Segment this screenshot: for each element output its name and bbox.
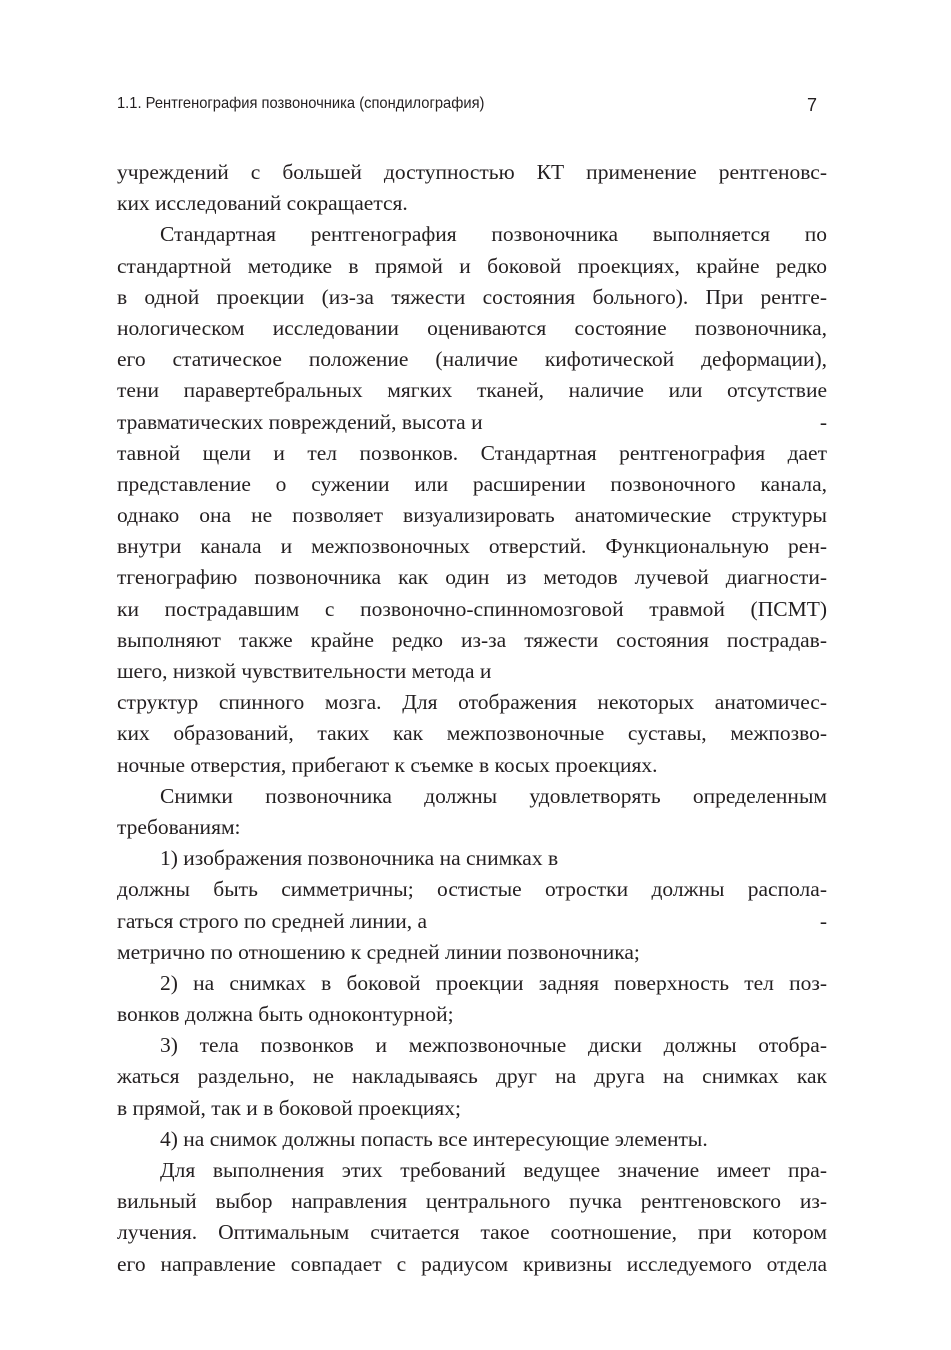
text-line — [117, 1093, 827, 1124]
text-line-content: в одной проекции (из-за тяжести состояния больного). При рентге- — [117, 284, 827, 309]
text-line-content: вильный выбор направления центрального пучка рентгеновского из- — [117, 1189, 827, 1214]
text-line — [117, 594, 827, 625]
trailing-hyphen: - — [819, 908, 827, 933]
text-line — [117, 812, 827, 843]
text-line-content: 4) на снимок должны попасть все интересующие элементы. — [160, 1126, 708, 1151]
text-line-content: стандартной методике в прямой и боковой проекциях, крайне редко — [117, 253, 827, 278]
body-text — [117, 157, 827, 1280]
text-line-content: его статическое положение (наличие кифотической деформации), — [117, 347, 827, 372]
text-line — [117, 219, 827, 250]
text-line — [117, 188, 827, 219]
text-line-content: тавной щели и тел позвонков. Стандартная рентгенография дает — [117, 440, 827, 465]
text-line-content: 1) изображения позвоночника на снимках в — [160, 846, 559, 871]
text-line — [117, 750, 827, 781]
text-line-content: нологическом исследовании оцениваются состояние позвоночника, — [117, 315, 827, 340]
text-line-content: Стандартная рентгенография позвоночника выполняется по — [160, 222, 827, 247]
text-line — [117, 1124, 827, 1155]
text-line — [117, 282, 827, 313]
text-line — [117, 968, 827, 999]
text-line-content: представление о сужении или расширении позвоночного канала, — [117, 471, 827, 496]
text-line — [117, 531, 827, 562]
text-line — [117, 500, 827, 531]
text-line — [117, 562, 827, 593]
text-line — [117, 656, 827, 687]
text-line — [117, 438, 827, 469]
text-line — [117, 781, 827, 812]
page-number: 7 — [807, 95, 818, 115]
text-line-content: в прямой, так и в боковой проекциях; — [117, 1095, 462, 1120]
running-title: 1.1. Рентгенография позвоночника (спондилография) — [117, 95, 485, 112]
text-line-content: Для выполнения этих требований ведущее значение имеет пра- — [160, 1158, 827, 1182]
text-line-content: ки пострадавшим с позвоночно-спинномозговой травмой (ПСМТ) — [117, 596, 827, 621]
text-line — [117, 1030, 827, 1061]
text-line — [117, 313, 827, 344]
text-line-content: структур спинного мозга. Для отображения некоторых анатомичес- — [117, 690, 827, 715]
text-line-content: травматических повреждений, высота и — [117, 409, 483, 434]
text-line-content: требованиям: — [117, 814, 241, 839]
text-line-content: жаться раздельно, не накладываясь друг на друга на снимках как — [117, 1064, 827, 1089]
text-line-content: внутри канала и межпозвоночных отверстий. Функциональную рен- — [117, 534, 827, 559]
text-line-content: гаться строго по средней линии, а — [117, 908, 428, 933]
text-line — [117, 375, 827, 406]
text-line-content: ночные отверстия, прибегают к съемке в косых проекциях. — [117, 752, 658, 777]
text-line — [117, 843, 827, 874]
text-line — [117, 625, 827, 656]
text-line — [117, 251, 827, 282]
text-line-content: метрично по отношению к средней линии позвоночника; — [117, 939, 640, 964]
trailing-hyphen: - — [819, 409, 827, 434]
text-line — [117, 1249, 827, 1280]
text-line — [117, 1061, 827, 1092]
text-line — [117, 407, 827, 438]
text-line-content: 2) на снимках в боковой проекции задняя поверхность тел поз- — [160, 970, 827, 995]
text-line-content: лучения. Оптимальным считается такое соотношение, при котором — [117, 1220, 827, 1245]
text-line-content: учреждений с большей доступностью КТ применение рентгеновс- — [117, 160, 827, 184]
text-line — [117, 1186, 827, 1217]
text-line — [117, 344, 827, 375]
text-line-content: ких образований, таких как межпозвоночные суставы, межпозво- — [117, 721, 827, 746]
text-line — [117, 1155, 827, 1186]
text-line — [117, 1217, 827, 1248]
text-line — [117, 687, 827, 718]
text-line-content: тгенографию позвоночника как один из методов лучевой диагности- — [117, 565, 827, 590]
text-line-content: тени паравертебральных мягких тканей, наличие или отсутствие — [117, 378, 827, 403]
text-line-content: выполняют также крайне редко из-за тяжести состояния пострадав- — [117, 627, 827, 652]
text-line-content: Снимки позвоночника должны удовлетворять определенным — [160, 783, 827, 808]
text-line-content: ких исследований сокращается. — [117, 191, 408, 216]
text-line — [117, 874, 827, 905]
text-line — [117, 999, 827, 1030]
text-line-content: шего, низкой чувствительности метода и — [117, 659, 492, 683]
text-line — [117, 718, 827, 749]
text-line-content: должны быть симметричны; остистые отростки должны распола- — [117, 877, 827, 902]
text-line — [117, 937, 827, 968]
text-line-content: однако она не позволяет визуализировать анатомические структуры — [117, 503, 827, 528]
text-line-content: 3) тела позвонков и межпозвоночные диски должны отобра- — [160, 1033, 827, 1058]
text-line — [117, 469, 827, 500]
text-line — [117, 906, 827, 937]
text-line — [117, 157, 827, 188]
text-line-content: его направление совпадает с радиусом кривизны исследуемого отдела — [117, 1251, 827, 1276]
text-line-content: вонков должна быть одноконтурной; — [117, 1002, 454, 1027]
